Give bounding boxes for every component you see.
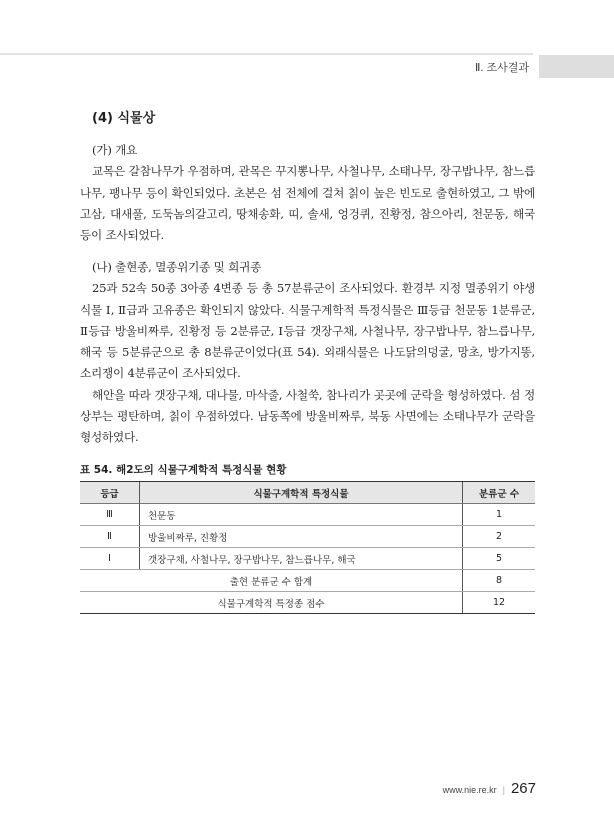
page-footer [443, 780, 536, 797]
section-species [80, 257, 535, 449]
total-value: 8 [463, 570, 536, 592]
count-cell: 1 [463, 504, 536, 526]
plants-cell: 갯장구채, 사철나무, 장구밥나무, 참느릅나무, 해국 [140, 548, 463, 570]
section-overview [80, 140, 535, 246]
chapter-tab [539, 55, 614, 78]
chapter-title: Ⅱ. 조사결과 [474, 62, 529, 74]
total-row [80, 570, 535, 592]
paragraph: 25과 52속 50종 3아종 4변종 등 총 57분류군이 조사되었다. 환경부 지정 멸종위기 야생식물 Ⅰ, Ⅱ급과 고유종은 확인되지 않았다. 식물구계학적 특정식물은 Ⅲ등급 천문동 1분류군, Ⅱ등급 방울비짜루, 진황정 등 2분류군, Ⅰ등급 갯장구채, 사철나무, 장구밥나무, 참느릅나무, 해국 등 5분류군으로 총 8분류군이었다(표 54). 외래식물은 나도닭의덩굴, 망초, 방가지똥, 소리쟁이 4분류군이 조사되었다. [80, 281, 535, 381]
footer-separator: | [502, 785, 505, 795]
header-count: 분류군 수 [463, 482, 536, 504]
score-value: 12 [463, 592, 536, 614]
special-plants-table [80, 481, 535, 614]
subheading-overview: (가) 개요 [92, 143, 138, 157]
plants-cell: 천문동 [140, 504, 463, 526]
count-cell: 5 [463, 548, 536, 570]
table-row [80, 526, 535, 548]
grade-cell: Ⅰ [80, 548, 140, 570]
header-grade: 등급 [80, 482, 140, 504]
plants-cell: 방울비짜루, 진황정 [140, 526, 463, 548]
paragraph: 해안을 따라 갯장구채, 대나물, 마삭줄, 사철쑥, 참나리가 곳곳에 군락을 형성하였다. 섬 정상부는 평탄하며, 칡이 우점하였다. 남동쪽에 방울비짜루, 북동 사면에는 소태나무가 군락을 형성하였다. [80, 387, 535, 445]
header-plants: 식물구계학적 특정식물 [140, 482, 463, 504]
total-label: 출현 분류군 수 합계 [80, 570, 463, 592]
table-caption: 표 54. 해2도의 식물구계학적 특정식물 현황 [80, 464, 287, 476]
table-header-row [80, 482, 535, 504]
section-title: (4) 식물상 [92, 111, 156, 126]
subheading-species: (나) 출현종, 멸종위기종 및 희귀종 [92, 260, 262, 274]
table-row [80, 548, 535, 570]
grade-cell: Ⅲ [80, 504, 140, 526]
score-label: 식물구계학적 특정종 점수 [80, 592, 463, 614]
count-cell: 2 [463, 526, 536, 548]
grade-cell: Ⅱ [80, 526, 140, 548]
table-row [80, 504, 535, 526]
footer-url[interactable]: www.nie.re.kr [442, 785, 497, 795]
header-rule [0, 53, 533, 55]
score-row [80, 592, 535, 614]
paragraph: 교목은 갈참나무가 우점하며, 관목은 꾸지뽕나무, 사철나무, 소태나무, 장구밥나무, 참느릅나무, 팽나무 등이 확인되었다. 초본은 섬 전체에 걸쳐 칡이 높은 빈도로 출현하였고, 그 밖에 고삼, 대새풀, 도둑놈의갈고리, 땅채송화, 띠, 솔새, 엉겅퀴, 진황정, 참으아리, 천문동, 해국 등이 조사되었다. [80, 164, 535, 243]
page-number: 267 [510, 780, 536, 797]
